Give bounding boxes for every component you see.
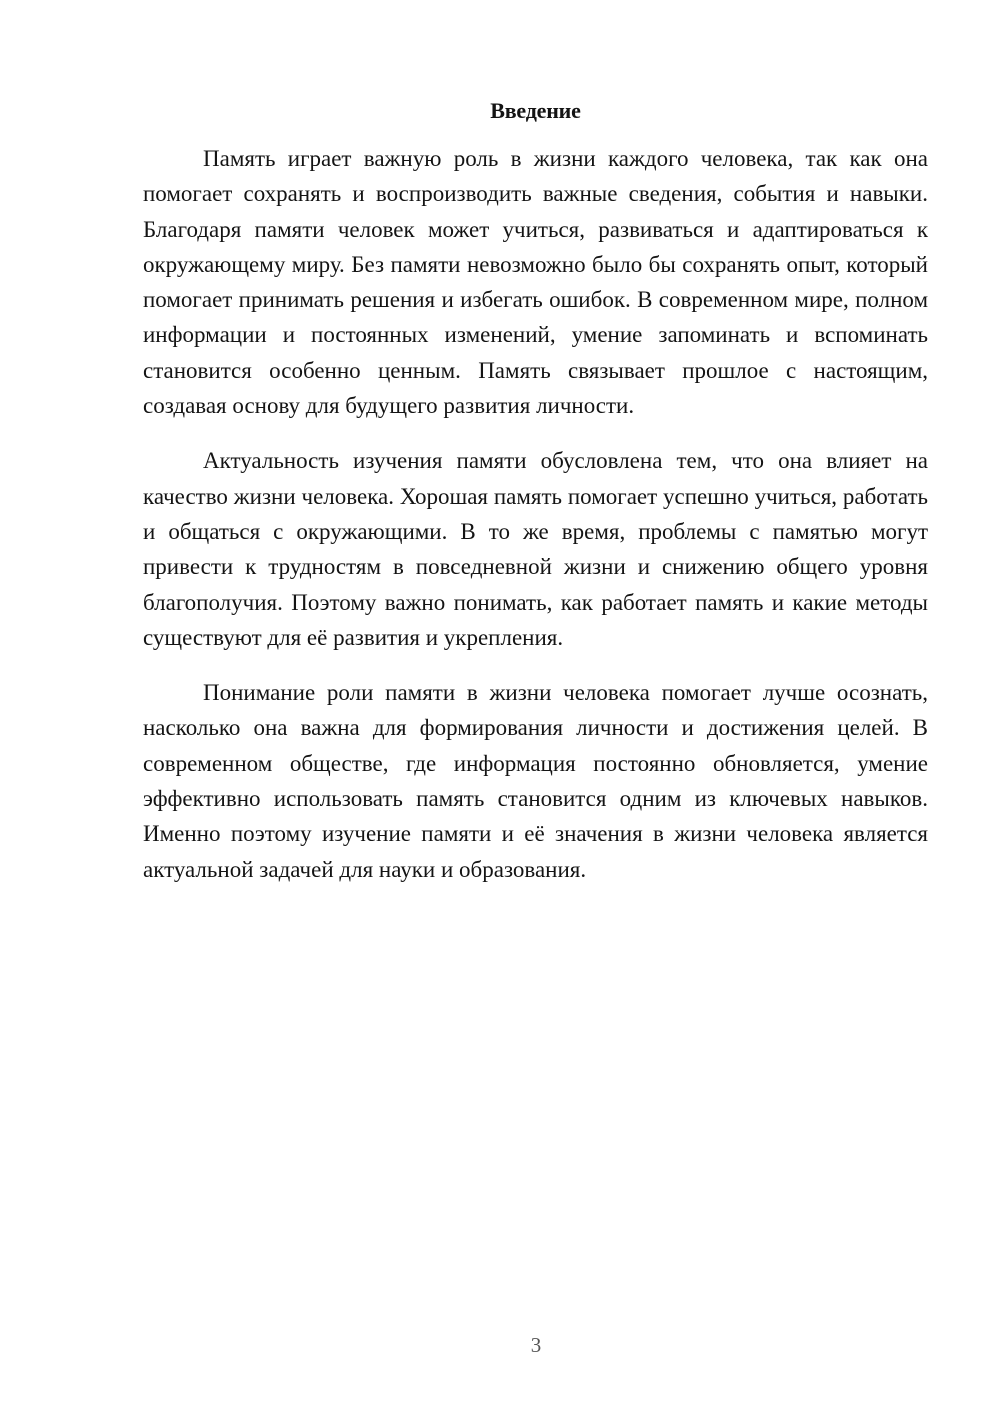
paragraph-2: Актуальность изучения памяти обусловлена тем, что она влияет на качество жизни человека. Хорошая память помогает успешно учиться, работать и общаться с окружающими. В то же время, проблемы с памятью могут привести к трудностям в повседневной жизни и снижению общего уровня благополучия. Поэтому важно понимать, как работает память и какие методы существуют для её развития и укрепления. [143, 448, 928, 650]
page-content [143, 94, 928, 887]
paragraph-1: Память играет важную роль в жизни каждого человека, так как она помогает сохранять и воспроизводить важные сведения, события и навыки. Благодаря памяти человек может учиться, развиваться и адаптироваться к окружающему миру. Без памяти невозможно было бы сохранять опыт, который помогает принимать решения и избегать ошибок. В современном мире, полном информации и постоянных изменений, умение запоминать и вспоминать становится особенно ценным. Память связывает прошлое с настоящим, создавая основу для будущего развития личности. [143, 146, 928, 419]
page-number: 3 [530, 1333, 542, 1357]
paragraph-3: Понимание роли памяти в жизни человека помогает лучше осознать, насколько она важна для формирования личности и достижения целей. В современном обществе, где информация постоянно обновляется, умение эффективно использовать память становится одним из ключевых навыков. Именно поэтому изучение памяти и её значения в жизни человека является актуальной задачей для науки и образования. [143, 680, 928, 882]
section-title: Введение [490, 98, 581, 123]
